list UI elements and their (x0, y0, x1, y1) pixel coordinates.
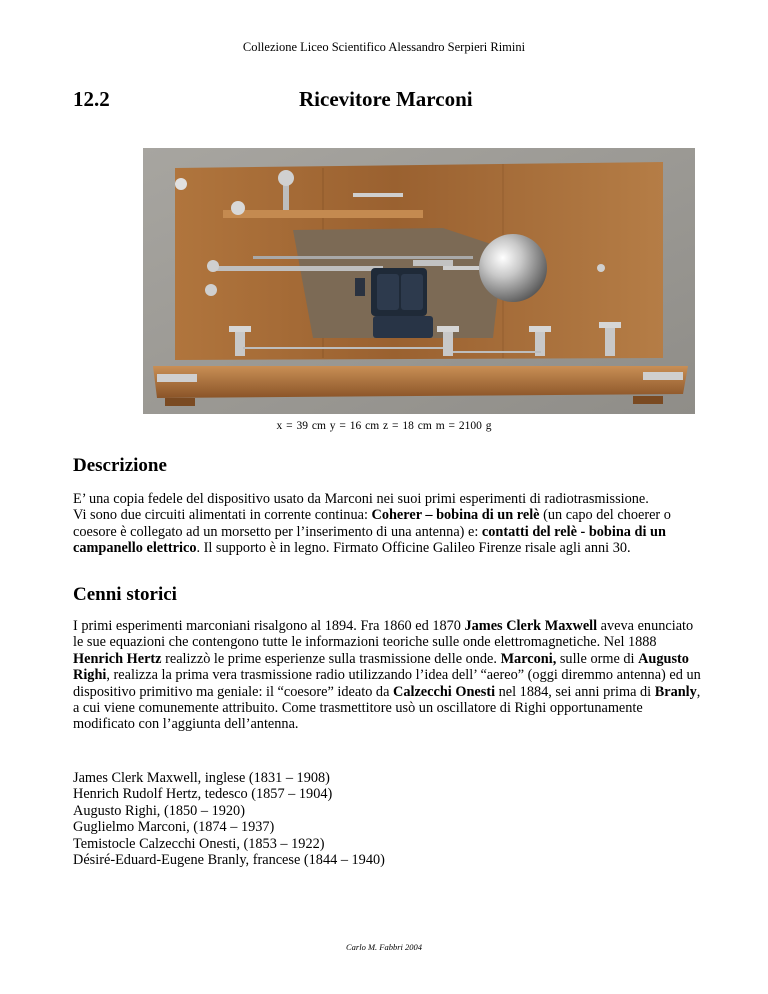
page-title: Ricevitore Marconi (299, 87, 473, 111)
history-bold: Henrich Hertz (73, 650, 162, 667)
history-text-part: sulle orme di (556, 650, 639, 667)
section-number: 12.2 (73, 87, 110, 111)
history-bold: Branly (654, 683, 697, 700)
list-item: Temistocle Calzecchi Onesti, (1853 – 1922) (73, 835, 325, 852)
list-item: Henrich Rudolf Hertz, tedesco (1857 – 1904) (73, 786, 333, 803)
history-bold: Calzecchi Onesti (393, 683, 496, 700)
history-bold: Marconi, (500, 650, 557, 667)
description-intro: E’ una copia fedele del dispositivo usato da Marconi nei suoi primi esperimenti di radiotrasmissione. (73, 491, 649, 507)
description-text-part: Vi sono due circuiti alimentati in corrente continua: (73, 507, 372, 524)
device-photo (143, 148, 695, 414)
description-bold: Coherer – bobina di un relè (371, 507, 540, 524)
description-text (73, 491, 701, 557)
description-text-part: . Il supporto è in legno. Firmato Officine Galileo Firenze risale agli anni 30. (196, 540, 631, 557)
history-text (73, 618, 701, 733)
people-list (73, 770, 385, 868)
description-text-part: (un capo del choerer o coesore è collegato ad un morsetto per l’inserimento di una antenna) e: (73, 507, 671, 540)
history-text-part: nel 1884, sei anni prima di (495, 683, 655, 700)
dimensions-caption: x = 39 cm y = 16 cm z = 18 cm m = 2100 g (276, 420, 492, 432)
history-heading: Cenni storici (73, 584, 177, 605)
list-item: Guglielmo Marconi, (1874 – 1937) (73, 819, 275, 836)
list-item: Augusto Righi, (1850 – 1920) (73, 802, 245, 819)
history-text-part: , realizza la prima vera trasmissione radio utilizzando l’idea dell’ “aereo” (oggi diremmo antenna) ed un dispositivo primitivo ma geniale: il “coesore” ideato da (73, 667, 701, 700)
page-header: Collezione Liceo Scientifico Alessandro Serpieri Rimini (242, 40, 526, 54)
history-text-part: , a cui viene comunemente attribuito. Come trasmettitore usò un oscillatore di Righi opportunamente modificato con l’aggiunta dell’antenna. (73, 683, 701, 733)
history-text-part: I primi esperimenti marconiani risalgono al 1894. Fra 1860 ed 1870 (73, 618, 465, 634)
page-footer: Carlo M. Fabbri 2004 (345, 942, 423, 952)
list-item: James Clerk Maxwell, inglese (1831 – 1908) (73, 770, 330, 786)
history-bold: James Clerk Maxwell (464, 618, 598, 634)
description-heading: Descrizione (73, 455, 167, 476)
history-bold: Augusto Righi (73, 650, 689, 684)
history-text-part: realizzò le prime esperienze sulla trasmissione delle onde. (161, 650, 501, 667)
list-item: Désiré-Eduard-Eugene Branly, francese (1844 – 1940) (73, 852, 385, 869)
history-text-part: aveva enunciato le sue equazioni che contengono tutte le informazioni teoriche sulle onde elettromagnetiche. Nel 1888 (73, 618, 694, 651)
description-bold: contatti del relè - bobina di un campanello elettrico (73, 523, 666, 557)
